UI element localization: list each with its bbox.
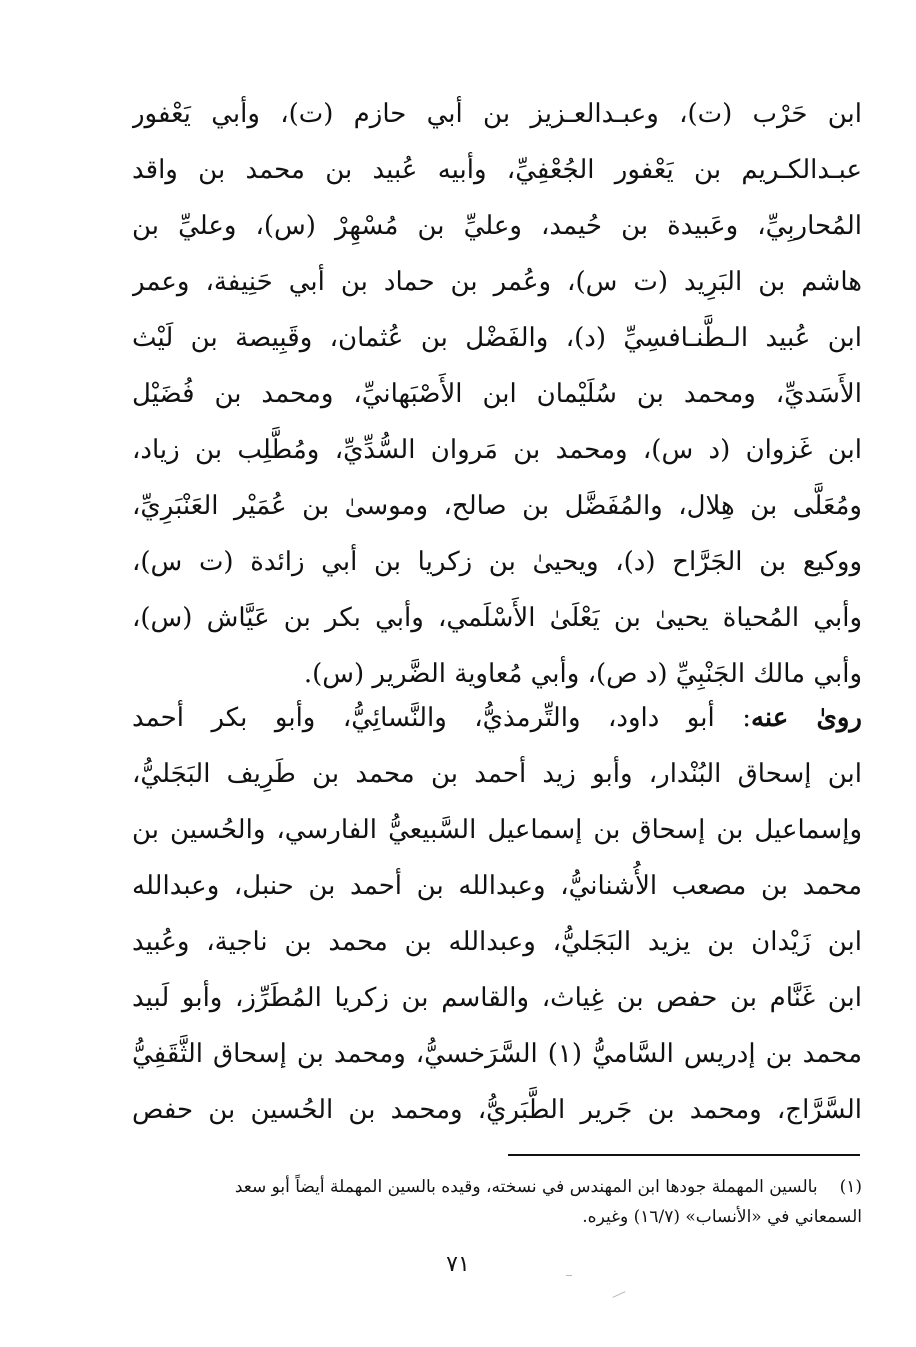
text-line: عبـدالكـريم بن يَعْفور الجُعْفِيِّ، وأبيه عُبيد بن محمد بن واقد	[132, 155, 862, 185]
text-line: السَّرَّاج، ومحمد بن جَرير الطَّبَريُّ، ومحمد بن الحُسين بن حفص	[132, 1095, 862, 1125]
section-label: رویٰ عنه	[750, 703, 862, 733]
text-line: محمد بن إدريس السَّاميُّ (١) السَّرَخسيُّ، ومحمد بن إسحاق الثَّقَفِيُّ	[132, 1039, 862, 1069]
text-line: المُحاربِيِّ، وعَبيدة بن حُيمد، وعليِّ بن مُسْهِرْ (س)، وعليِّ بن	[132, 211, 862, 241]
text-line: ابن حَرْب (ت)، وعبـدالعـزيز بن أبي حازم (ت)، وأبي يَعْفور	[132, 99, 862, 129]
text-line: وإسماعيل بن إسحاق بن إسماعيل السَّبيعيُّ الفارسي، والحُسين بن	[132, 815, 862, 845]
text-line: ابن عُبيد الـطَّنـافسِيِّ (د)، والفَضْل بن عُثمان، وقَبِيصة بن لَيْث	[132, 323, 862, 353]
page-number: ٧١	[446, 1252, 470, 1277]
footnote-text: بالسين المهملة جودها ابن المهندس في نسخته، وقيده بالسين المهملة أيضاً أبو سعد	[234, 1177, 818, 1197]
text-line: ابن غَنَّام بن حفص بن غِياث، والقاسم بن زكريا المُطَرِّز، وأبو لَبيد	[132, 983, 862, 1013]
paragraph-students	[132, 690, 862, 1138]
paragraph-teachers	[132, 86, 862, 702]
text-line: محمد بن مصعب الأُشنانيُّ، وعبدالله بن أحمد بن حنبل، وعبدالله	[132, 871, 862, 901]
text-line: ابن زَيْدان بن يزيد البَجَليُّ، وعبدالله بن محمد بن ناجية، وعُبيد	[132, 927, 862, 957]
scan-speck	[612, 1291, 625, 1298]
text-line: ووكيع بن الجَرَّاح (د)، ويحيىٰ بن زكريا بن أبي زائدة (ت س)،	[132, 547, 862, 577]
scan-speck	[566, 1275, 572, 1276]
text-line-first	[132, 690, 862, 746]
footnote-line: السمعاني في «الأنساب» (١٦/٧) وغيره.	[582, 1207, 862, 1227]
footnote-line	[132, 1172, 862, 1202]
text-line: وأبي مالك الجَنْبِيِّ (د ص)، وأبي مُعاوية الضَّرير (س).	[303, 659, 862, 689]
text-line: ابن غَزوان (د س)، ومحمد بن مَروان السُّدِّيِّ، ومُطَّلِب بن زياد،	[132, 435, 862, 465]
text-line: الأَسَديِّ، ومحمد بن سُلَيْمان ابن الأَصْبَهانيِّ، ومحمد بن فُضَيْل	[132, 379, 862, 409]
text-line: ابن إسحاق البُنْدار، وأبو زيد أحمد بن محمد بن طَرِيف البَجَليُّ،	[132, 759, 862, 789]
text-line: وأبي المُحياة يحيىٰ بن يَعْلَىٰ الأَسْلَمي، وأبي بكر بن عَيَّاش (س)،	[132, 603, 862, 633]
footnote-number: (١)	[839, 1177, 862, 1197]
text-line: ومُعَلَّى بن هِلال، والمُفَضَّل بن صالح، وموسىٰ بن عُمَيْر العَنْبَرِيِّ،	[132, 491, 862, 521]
footnote	[132, 1172, 862, 1232]
footnote-divider	[508, 1154, 860, 1156]
text-line: هاشم بن البَرِيد (ت س)، وعُمر بن حماد بن أبي حَنِيفة، وعمر	[132, 267, 862, 297]
text-run: : أبو داود، والتِّرمذيُّ، والنَّسائِيُّ، وأبو بكر أحمد	[132, 703, 751, 733]
